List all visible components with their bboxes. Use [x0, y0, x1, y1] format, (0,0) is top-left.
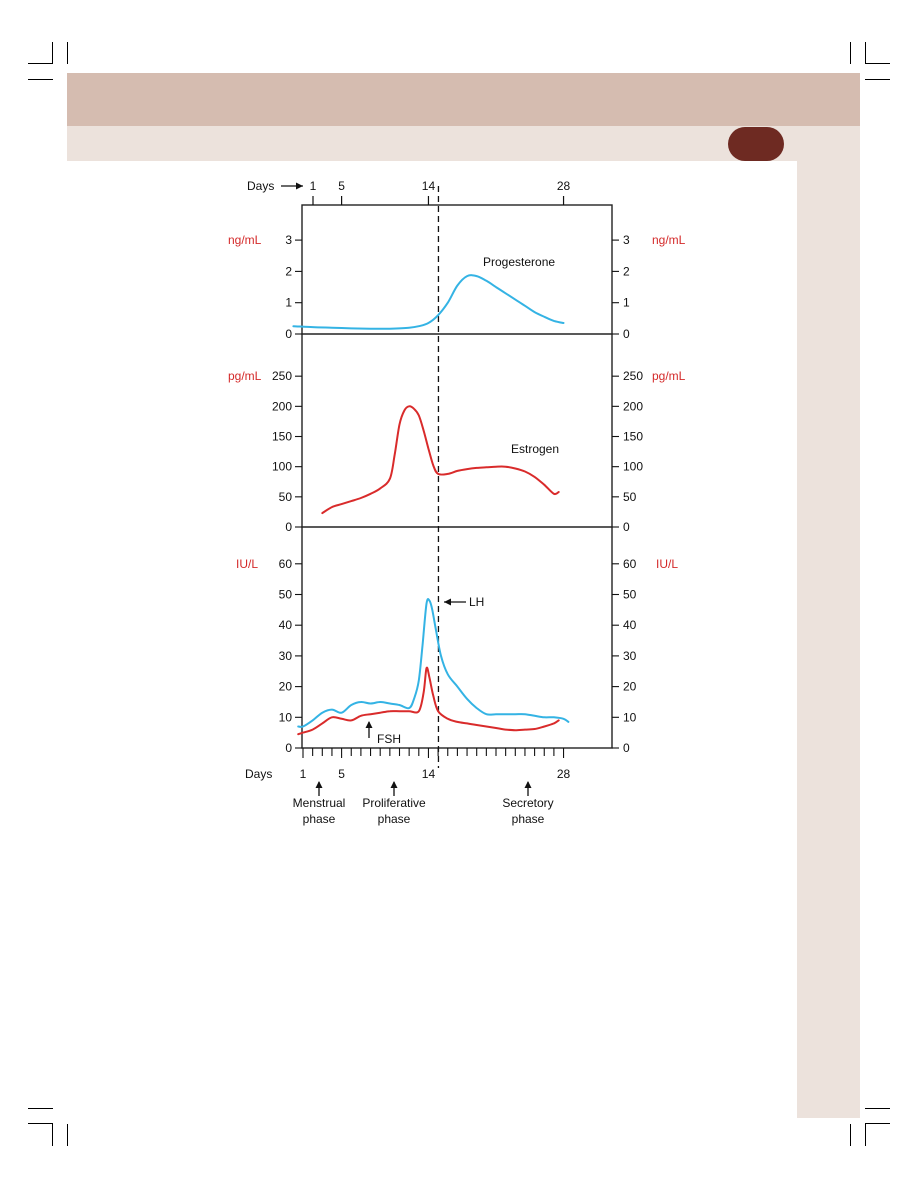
unit-label-left: IU/L	[236, 556, 259, 571]
series-line-estrogen	[322, 406, 558, 513]
bottom-tick-label: 5	[338, 767, 345, 781]
unit-label-right: pg/mL	[652, 369, 686, 384]
y-tick-label-right: 0	[623, 741, 630, 755]
y-tick-label-left: 250	[271, 369, 292, 384]
y-tick-label-left: 3	[285, 233, 292, 248]
y-tick-label-right: 50	[623, 587, 637, 602]
y-tick-label-left: 1	[285, 295, 292, 310]
phase-label-line1: Menstrual	[292, 796, 346, 810]
y-tick-label-left: 10	[278, 710, 292, 725]
y-tick-label-left: 0	[285, 520, 292, 534]
chart-annotations	[293, 255, 559, 826]
phase-label-line2: phase	[511, 812, 545, 826]
y-tick-label-left: 50	[278, 587, 292, 602]
y-tick-label-left: 0	[285, 327, 292, 341]
unit-label-right: ng/mL	[652, 233, 686, 248]
y-tick-label-right: 50	[623, 489, 637, 504]
days-arrow-head	[296, 183, 303, 190]
lh-arrow-head	[444, 599, 451, 606]
phase-arrow-head	[391, 781, 398, 788]
y-tick-label-left: 50	[278, 489, 292, 504]
top-tick-label: 5	[338, 179, 345, 193]
y-tick-label-right: 30	[623, 648, 637, 663]
phase-label-line1: Proliferative	[362, 796, 426, 810]
phase-label-line2: phase	[377, 812, 411, 826]
bottom-tick-label: 1	[299, 767, 307, 781]
y-tick-label-right: 2	[623, 264, 630, 279]
y-tick-label-left: 0	[285, 741, 292, 755]
y-tick-label-left: 150	[271, 429, 292, 444]
y-tick-label-right: 250	[623, 369, 644, 384]
top-tick-label: 1	[309, 179, 317, 193]
y-tick-label-left: 60	[278, 556, 292, 571]
phase-label-line1: Secretory	[502, 796, 554, 810]
series-line-progesterone	[293, 275, 563, 329]
y-tick-label-right: 0	[623, 520, 630, 534]
top-tick-label: 14	[421, 179, 436, 193]
y-tick-label-right: 60	[623, 556, 637, 571]
y-tick-label-right: 100	[623, 459, 644, 474]
top-tick-label: 28	[556, 179, 571, 193]
y-tick-label-left: 40	[278, 618, 292, 633]
fsh-arrow-head	[366, 721, 373, 728]
bottom-tick-label: 28	[556, 767, 571, 781]
series-line-lh	[298, 599, 568, 727]
series-line-fsh	[298, 668, 559, 735]
progesterone-label: Progesterone	[483, 255, 556, 269]
chart-axes	[228, 179, 686, 781]
y-tick-label-right: 200	[623, 399, 644, 414]
y-tick-label-right: 40	[623, 618, 637, 633]
unit-label-right: IU/L	[656, 556, 679, 571]
y-tick-label-left: 20	[278, 679, 292, 694]
y-tick-label-right: 150	[623, 429, 644, 444]
unit-label-left: ng/mL	[228, 233, 262, 248]
bottom-days-label: Days	[245, 767, 273, 781]
estrogen-label: Estrogen	[511, 442, 560, 456]
y-tick-label-right: 3	[623, 233, 630, 248]
lh-label: LH	[469, 595, 485, 609]
phase-label-line2: phase	[302, 812, 336, 826]
y-tick-label-left: 2	[285, 264, 292, 279]
chart-series	[293, 275, 568, 734]
phase-arrow-head	[316, 781, 323, 788]
y-tick-label-left: 200	[271, 399, 292, 414]
y-tick-label-left: 100	[271, 459, 292, 474]
y-tick-label-right: 20	[623, 679, 637, 694]
fsh-label: FSH	[377, 732, 401, 746]
top-days-label: Days	[247, 179, 275, 193]
y-tick-label-right: 10	[623, 710, 637, 725]
y-tick-label-left: 30	[278, 648, 292, 663]
y-tick-label-right: 0	[623, 327, 630, 341]
bottom-tick-label: 14	[421, 767, 436, 781]
unit-label-left: pg/mL	[228, 369, 262, 384]
y-tick-label-right: 1	[623, 295, 630, 310]
phase-arrow-head	[525, 781, 532, 788]
